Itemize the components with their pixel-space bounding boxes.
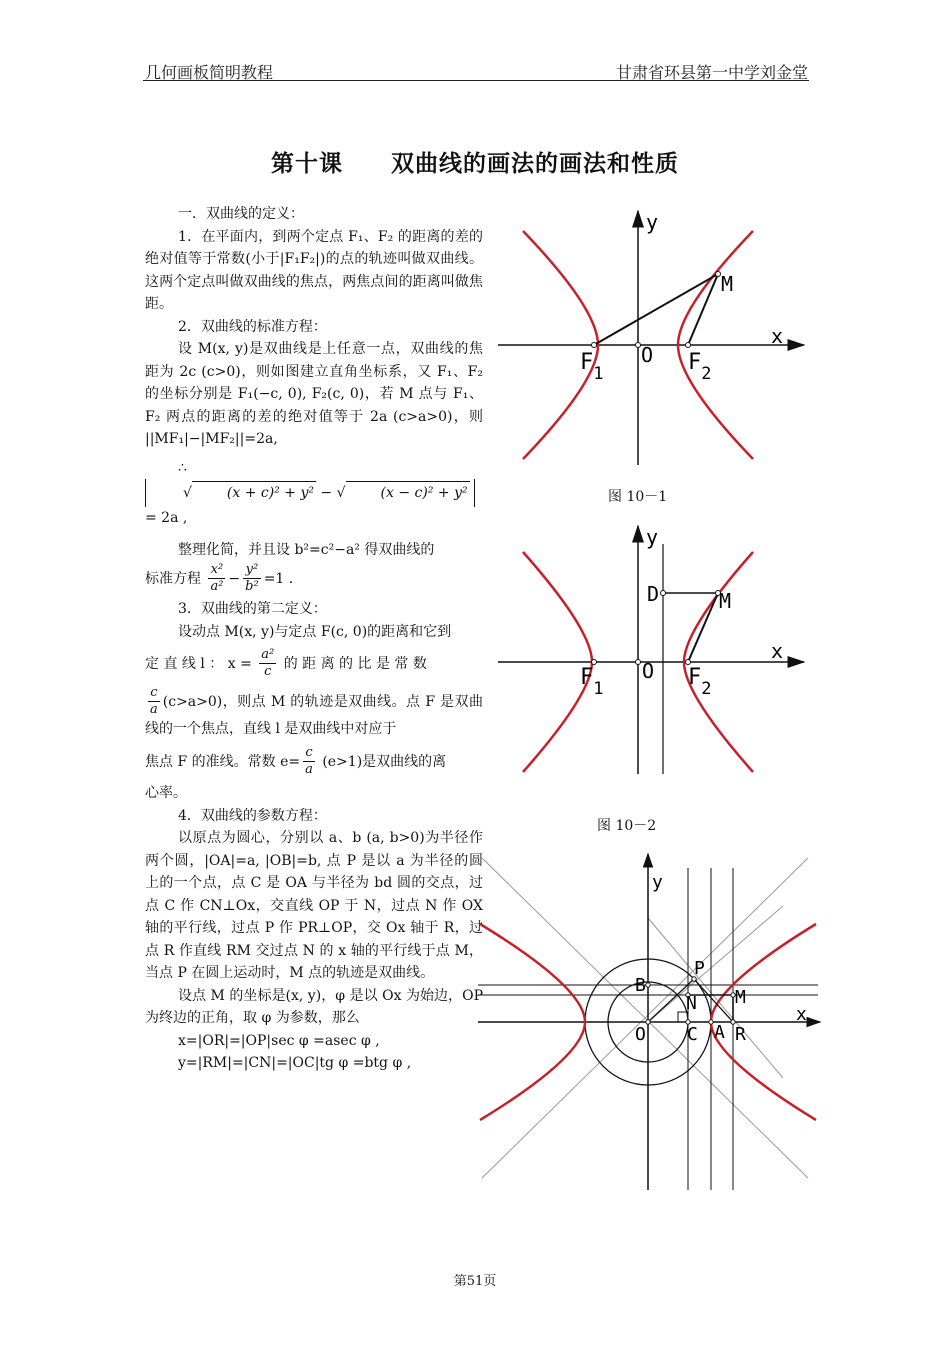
std-rhs: =1 . [263,570,294,587]
std-y-denominator: b² [245,578,259,594]
label-C: C [687,1024,698,1045]
label-F1 [580,350,604,384]
directrix-text-b: 的 距 离 的 比 是 常 数 [283,655,427,672]
label-x: x [771,639,784,663]
section1-heading: 一．双曲线的定义： [178,206,304,222]
focus-F1-point [592,343,597,348]
figure-10-3 [478,848,824,1194]
section3-directrix [145,647,483,681]
section3-line3: (c>a>0)，则点 M 的轨迹是双曲线。点 F 是双曲线的一个焦点，直线 l 是双曲线中对应于 [145,693,483,737]
label-F1-letter: F [580,665,594,690]
label-O: O [642,659,655,683]
label-M: M [721,272,734,296]
std-x-denominator: a² [210,578,224,594]
origin-point [636,343,641,348]
header-right: 甘肃省环县第一中学刘金堂 [615,63,808,82]
label-x: x [796,1004,807,1025]
origin-point [636,660,641,665]
focus-F2-point [686,343,691,348]
section2-heading: 2．双曲线的标准方程： [178,318,327,335]
point-A [709,1020,713,1024]
label-M: M [719,589,732,613]
directrix-denominator: c [264,664,272,680]
section3-ratio [145,685,483,741]
figure-10-2 [490,522,810,778]
radicand-left: (x + c)² + y² [192,481,316,505]
label-O: O [635,1024,646,1045]
label-F1-sub: 1 [593,364,604,384]
label-F1-sub: 1 [593,679,604,699]
line-PR [648,918,783,1078]
standard-equation-label: 标准方程 [145,570,201,587]
label-F2-letter: F [688,665,702,690]
param-equation-x: x=|OR|=|OP|sec φ =asec φ , [178,1032,380,1049]
eccentricity-text-b: (e>1)是双曲线的离 [322,753,447,770]
label-F2-sub: 2 [701,364,712,384]
label-F2-sub: 2 [701,679,712,699]
segment-F2-M [688,593,718,662]
therefore-symbol: ∴ [178,459,187,476]
page-number: 第51页 [453,1274,497,1289]
equation-result: = 2a , [145,509,188,526]
section3-heading: 3．双曲线的第二定义： [178,601,327,617]
std-x-numerator: x² [208,562,225,579]
lesson-number: 第十课 [271,151,343,177]
segment-F2-M [688,274,718,345]
label-F2-letter: F [688,350,702,375]
label-P: P [694,958,705,979]
figure-10-1-caption: 图 10－1 [608,489,668,505]
figure-10-2-caption: 图 10－2 [597,818,657,834]
section4-paragraph: 以原点为圆心，分别以 a、b (a, b>0)为半径作两个圆，|OA|=a, |OB|=b, 点 P 是以 a 为半径的圆上的一个点，点 C 是 OA 与半径为 bd 圆的交点，过点 C 作 CN⊥Ox，交直线 OP 于 N，过点 N 作 OX 轴的平行线，过点 P 作 PR⊥OP，交 Ox 轴于 R，过点 R 作直线 RM 交过点 N 的 x 轴的平行线于点 M，当点 P 在圆上运动时，M 点的轨迹是双曲线。 [145,830,483,981]
figure-10-1 [490,205,810,470]
ecc-denominator: a [305,761,313,777]
directrix-text-a: 定 直 线 l ： x = [145,655,252,672]
label-N: N [686,993,697,1014]
focus-F1-point [592,660,597,665]
simplify-paragraph: 整理化简，并且设 b²=c²−a² 得双曲线的 [178,542,435,558]
section4-paragraph2: 设点 M 的坐标是(x, y)，φ 是以 Ox 为始边，OP 为终边的正角，取 φ 为参数，那么 [145,987,483,1026]
ratio-denominator: a [150,701,158,717]
label-O: O [641,343,654,367]
label-D: D [647,582,660,606]
section2-paragraph: 设 M(x, y)是双曲线是上任意一点，双曲线的焦距为 2c (c>0)，则如图建立直角坐标系，又 F₁、F₂ 的坐标分别是 F₁(−c, 0), F₂(c, 0)，若 M 点与 F₁、F₂ 两点的距离的差的绝对值等于 2a (c>a>0)，则 ||MF₁|−|MF₂||=2a, [145,341,483,447]
header-rule [143,80,809,81]
label-R: R [735,1024,746,1045]
section3-line1: 设动点 M(x, y)与定点 F(c, 0)的距离和它到 [178,623,452,640]
label-y: y [652,872,663,893]
directrix-numerator: a² [259,647,276,664]
label-F2 [688,665,712,699]
focus-F2-point [686,660,691,665]
eccentricity-text-a: 焦点 F 的准线。常数 e= [145,753,301,770]
section3-line5: 心率。 [145,785,187,801]
ratio-numerator: c [148,685,160,702]
label-x: x [771,324,784,348]
text-column [145,203,483,1075]
label-M: M [735,987,746,1008]
section4-heading: 4．双曲线的参数方程： [178,807,327,824]
point-D [661,591,666,596]
point-M [716,272,721,277]
header-left: 几何画板简明教程 [145,63,274,82]
label-F1-letter: F [580,350,594,375]
page-title [0,145,950,178]
radicand-right: (x − c)² + y² [346,481,470,505]
standard-equation: 标准方程 $\frac{\text{x²}}{\text{a²}}$ − $\frac{\text{y²}}{\text{b²}}$ =1 . [145,561,294,594]
point-B [646,983,650,987]
section3-eccentricity [145,745,483,779]
distance-equation: ∴ √ (x + c)² + y² − √ (x − c)² + y² = 2a , [145,457,483,530]
label-y: y [646,525,659,549]
label-B: B [635,975,646,996]
label-y: y [646,210,659,234]
label-A: A [714,1022,725,1043]
segment-F1-M [594,274,718,345]
label-F2 [688,350,712,384]
ecc-numerator: c [303,745,315,762]
point-O [646,1020,650,1024]
section1-paragraph: 1．在平面内，到两个定点 F₁、F₂ 的距离的差的绝对值等于常数(小于|F₁F₂|)的点的轨迹叫做双曲线。这两个定点叫做双曲线的焦点，两焦点间的距离叫做焦距。 [145,228,483,312]
param-equation-y: y=|RM|=|CN|=|OC|tg φ =btg φ , [178,1055,412,1071]
label-F1 [580,665,604,699]
lesson-topic: 双曲线的画法的画法和性质 [391,151,679,177]
std-y-numerator: y² [243,562,261,579]
